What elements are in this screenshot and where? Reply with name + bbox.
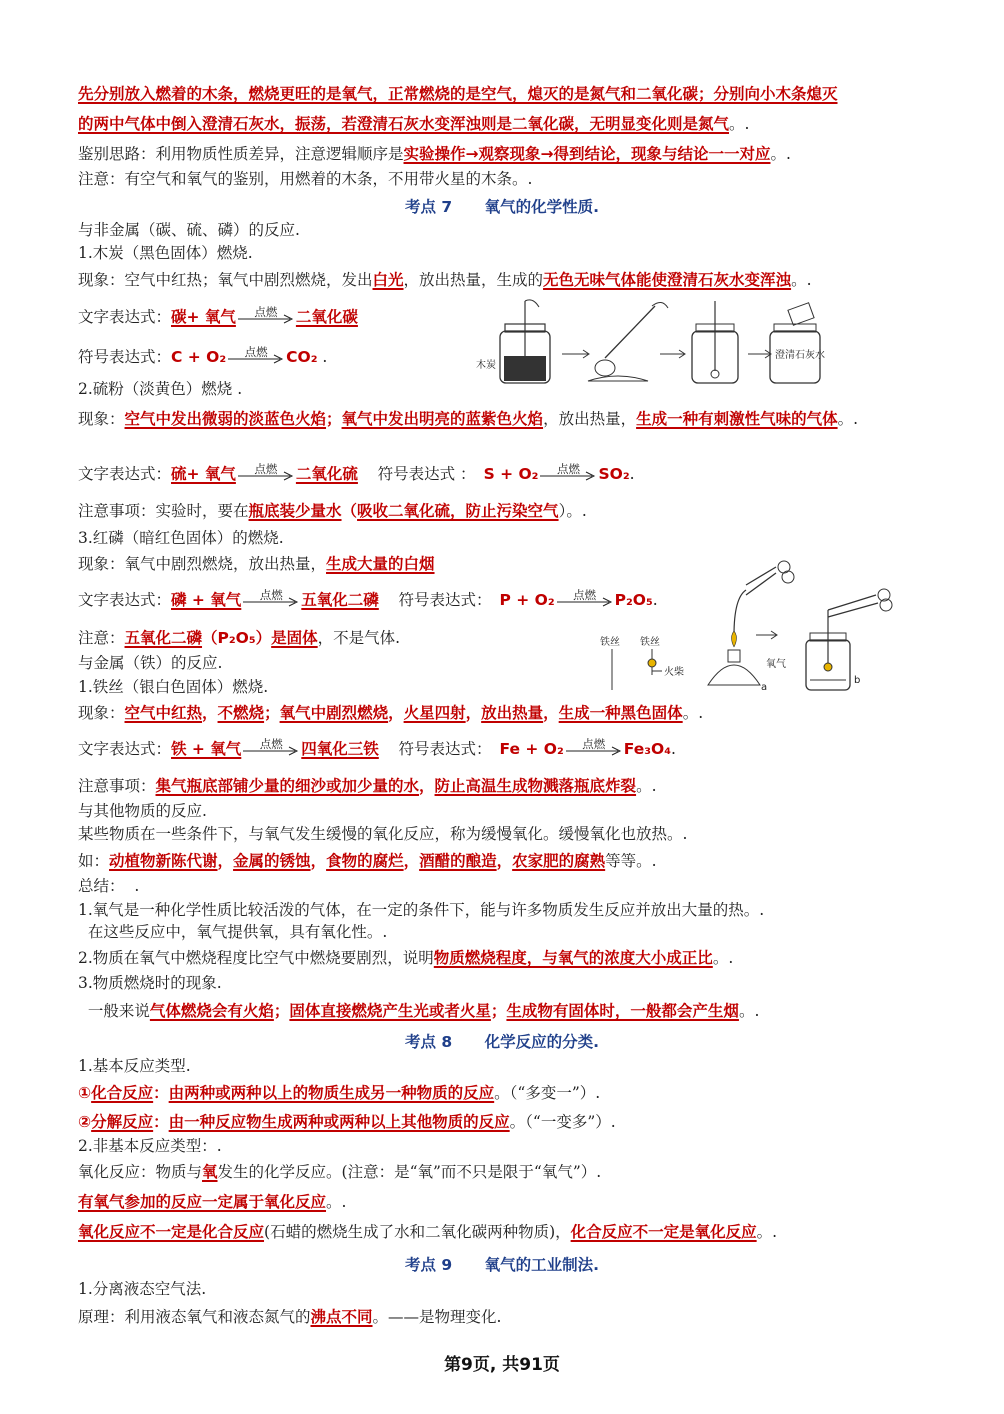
plain-text: 现象：氧气中剧烈燃烧，放出热量， — [78, 555, 327, 573]
plain-text: 注意：有空气和氧气的鉴别，用燃着的木条，不用带火星的木条。. — [78, 170, 533, 188]
plain-text: 。（“一变多”）. — [509, 1113, 616, 1131]
text-line — [78, 1191, 346, 1213]
plain-text: ， — [403, 852, 420, 870]
plain-text: 。（“多变一”）. — [494, 1084, 601, 1102]
highlight-text: 空气中发出微弱的淡蓝色火焰 — [124, 410, 327, 428]
highlight-text: 氧气中发出明亮的蓝紫色火焰 — [341, 410, 544, 428]
text-line — [78, 143, 791, 165]
plain-text: 注意事项：实验时，要在 — [78, 502, 249, 520]
highlight-text: 农家肥的腐熟 — [512, 852, 606, 870]
highlight-text: 由两种或两种以上的物质生成另一种物质的反应 — [168, 1084, 495, 1102]
highlight-text: 不燃烧 — [217, 704, 265, 722]
highlight-text: 的两中气体中倒入澄清石灰水，振荡，若澄清石灰水变浑浊则是二氧化碳，无明显变化则是氮气 — [78, 115, 730, 133]
highlight-text: 无色无味气体能使澄清石灰水变浑浊 — [543, 271, 792, 289]
reaction-arrow: 点燃 — [238, 309, 294, 327]
text-line — [78, 242, 253, 264]
reaction-arrow: 点燃 — [228, 349, 284, 367]
text-line — [78, 1278, 206, 1300]
highlight-text: 五氧化二磷 — [124, 629, 203, 647]
plain-text: 。. — [756, 1223, 778, 1241]
plain-text: ： — [153, 1084, 169, 1102]
highlight-text: 是固体 — [271, 629, 318, 647]
plain-text: (石蜡的燃烧生成了水和二氧化碳两种物质)， — [264, 1223, 571, 1241]
label-oxygen: 氧气 — [766, 659, 786, 670]
text-line — [78, 553, 435, 575]
plain-text: 3.物质燃烧时的现象. — [78, 974, 222, 992]
plain-text: 2.非基本反应类型：. — [78, 1137, 222, 1155]
highlight-text: 氧 — [202, 1163, 218, 1181]
plain-text: ，放出热量，生成的 — [403, 271, 544, 289]
highlight-text: 防止高温生成物溅落瓶底炸裂 — [434, 777, 637, 795]
plain-text: 一般来说 — [78, 1002, 150, 1020]
plain-text: 2.物质在氧气中燃烧程度比空气中燃烧要剧烈，说明 — [78, 949, 434, 967]
reaction-arrow: 点燃 — [243, 741, 299, 759]
plain-text: 等等。. — [605, 852, 657, 870]
plain-text: ， — [388, 704, 404, 722]
label-charcoal: 木炭 — [476, 360, 496, 371]
highlight-text: 化合反应 — [91, 1084, 154, 1102]
equation-phosphorus: 文字表达式：磷 + 氧气 点燃 五氧化二磷 符号表达式： P + O₂ 点燃 P₂O₅. — [78, 587, 658, 609]
highlight-text: 物质燃烧程度，与氧气的浓度大小成正比 — [433, 949, 713, 967]
equation-reactants: 磷 + 氧气 点燃 五氧化二磷 — [171, 587, 379, 609]
reaction-arrow: 点燃 — [238, 466, 294, 484]
label-b: b — [854, 675, 861, 686]
plain-text: 现象： — [78, 704, 125, 722]
highlight-text: S + O₂ — [483, 465, 539, 483]
plain-text: ， — [217, 852, 234, 870]
highlight-text: 放出热量 — [481, 704, 544, 722]
word-equation-carbon — [78, 306, 358, 328]
text-line — [78, 775, 657, 797]
plain-text: 氧化反应：物质与 — [78, 1163, 203, 1181]
plain-text: 总结： . — [78, 877, 140, 895]
highlight-text: 生成大量的白烟 — [326, 555, 435, 573]
reaction-arrow: 点燃 — [243, 592, 299, 610]
plain-text: 。——是物理变化. — [372, 1308, 502, 1326]
highlight-text: 氧化反应不一定是化合反应 — [78, 1223, 265, 1241]
plain-text: ； — [490, 1002, 507, 1020]
plain-text: 文字表达式： — [78, 740, 172, 758]
text-line — [78, 875, 139, 897]
text-line — [78, 676, 268, 698]
highlight-text: P + O₂ — [499, 591, 555, 609]
plain-text: 符号表达式： — [378, 740, 492, 758]
text-line — [78, 627, 400, 649]
highlight-text: 化合反应不一定是氧化反应 — [570, 1223, 757, 1241]
label-iron-wire-2: 铁丝 — [640, 637, 660, 648]
plain-text: 。. — [837, 410, 859, 428]
plain-text: 符号表达式： — [78, 348, 172, 366]
text-line — [78, 947, 733, 969]
plain-text: 。. — [738, 1002, 760, 1020]
highlight-text: （P₂O₅） — [202, 629, 272, 647]
text-line — [78, 850, 657, 872]
plain-text: 符号表达式 ： — [357, 465, 476, 483]
plain-text: 注意： — [78, 629, 125, 647]
plain-text: 原理：利用液态氧气和液态氮气的 — [78, 1308, 311, 1326]
equation-sulfur: 文字表达式：硫+ 氧气 点燃 二氧化硫 符号表达式 ： S + O₂ 点燃 SO₂. — [78, 461, 635, 483]
text-line — [78, 702, 703, 724]
highlight-text: 金属的锈蚀 — [233, 852, 311, 870]
plain-text: 与其他物质的反应. — [78, 802, 207, 820]
reaction-arrow: 点燃 — [540, 466, 596, 484]
plain-text: 1.氧气是一种化学性质比较活泼的气体，在一定的条件下，能与许多物质发生反应并放出大量的热。. — [78, 901, 765, 919]
highlight-text: 生成一种黑色固体 — [558, 704, 683, 722]
highlight-text: C + O₂ — [171, 348, 227, 366]
text-line — [78, 652, 222, 674]
plain-text: 与金属（铁）的反应. — [78, 654, 223, 672]
plain-text: 1.铁丝（银白色固体）燃烧. — [78, 678, 269, 696]
text-line — [78, 972, 222, 994]
plain-text: 。. — [326, 1193, 347, 1211]
highlight-text: 沸点不同 — [310, 1308, 373, 1326]
plain-text: ， — [202, 704, 218, 722]
text-line — [78, 1135, 222, 1157]
plain-text: ； — [264, 704, 280, 722]
plain-text: 在这些反应中，氧气提供氧，具有氧化性。. — [78, 923, 388, 941]
text-line — [78, 83, 838, 105]
highlight-text: CO₂ — [286, 348, 318, 366]
text-line — [78, 1055, 191, 1077]
highlight-text: 集气瓶底部铺少量的细沙或加少量的水 — [155, 777, 420, 795]
text-line — [78, 378, 242, 400]
plain-text: ： — [153, 1113, 169, 1131]
plain-text: 如： — [78, 852, 110, 870]
plain-text: 。. — [729, 115, 750, 133]
plain-text: ， — [465, 704, 482, 722]
text-line — [78, 269, 812, 291]
highlight-text: Fe + O₂ — [499, 740, 564, 758]
equation-iron: 文字表达式：铁 + 氧气 点燃 四氧化三铁 符号表达式： Fe + O₂ 点燃 Fe₃O₄. — [78, 736, 676, 758]
text-line — [78, 800, 207, 822]
plain-text: 文字表达式： — [78, 591, 172, 609]
text-line — [78, 527, 284, 549]
plain-text: 注意事项： — [78, 777, 156, 795]
text-line — [78, 1082, 600, 1104]
highlight-text: 先分别放入燃着的木条，燃烧更旺的是氧气，正常燃烧的是空气，熄灭的是氮气和二氧化碳；分别向小木条熄灭 — [78, 85, 838, 103]
plain-text: 1.基本反应类型. — [78, 1057, 191, 1075]
highlight-text: 生成物有固体时，一般都会产生烟 — [506, 1002, 739, 1020]
highlight-text: 酒醋的酿造 — [419, 852, 497, 870]
text-line — [78, 1111, 616, 1133]
plain-text: 某些物质在一些条件下，与氧气发生缓慢的氧化反应，称为缓慢氧化。缓慢氧化也放热。. — [78, 825, 688, 843]
reaction-arrow: 点燃 — [557, 592, 613, 610]
plain-text: ； — [326, 410, 342, 428]
plain-text: 3.红磷（暗红色固体）的燃烧. — [78, 529, 284, 547]
label-iron-wire-1: 铁丝 — [600, 637, 620, 648]
plain-text: （ — [341, 502, 358, 520]
plain-text: ，不是气体. — [317, 629, 401, 647]
plain-text: ，放出热量， — [543, 410, 637, 428]
plain-text: ； — [273, 1002, 290, 1020]
text-line — [78, 1306, 501, 1328]
plain-text: ② — [78, 1113, 92, 1131]
highlight-text: 固体直接燃烧产生光或者火星 — [289, 1002, 491, 1020]
plain-text: 文字表达式： — [78, 465, 172, 483]
text-line — [78, 219, 300, 241]
equation-reactants: 铁 + 氧气 点燃 四氧化三铁 — [171, 736, 379, 758]
plain-text: 鉴别思路：利用物质性质差异，注意逻辑顺序是 — [78, 145, 404, 163]
plain-text: 文字表达式： — [78, 308, 172, 326]
text-line — [78, 1000, 759, 1022]
text-line — [78, 899, 764, 921]
plain-text: 。. — [636, 777, 657, 795]
page-number: 第9页, 共91页 — [444, 1355, 560, 1375]
highlight-text: 有氧气参加的反应一定属于氧化反应 — [78, 1193, 327, 1211]
highlight-text: 氧气中剧烈燃烧 — [279, 704, 389, 722]
equation-reactants: 碳+ 氧气 点燃 二氧化碳 — [171, 304, 358, 326]
highlight-text: 分解反应 — [91, 1113, 154, 1131]
plain-text: ）。. — [558, 502, 587, 520]
text-line — [78, 408, 858, 430]
plain-text: 现象： — [78, 410, 125, 428]
highlight-text: 空气中红热 — [124, 704, 203, 722]
highlight-text: SO₂ — [598, 465, 630, 483]
plain-text: 1.木炭（黑色固体）燃烧. — [78, 244, 253, 262]
equation-reactants: 硫+ 氧气 点燃 二氧化硫 — [171, 461, 358, 483]
highlight-text: 生成一种有刺激性气味的气体 — [636, 410, 838, 428]
plain-text: ① — [78, 1084, 92, 1102]
highlight-text: 食物的腐烂 — [326, 852, 404, 870]
section-heading-7: 考点 7 氧气的化学性质. — [405, 198, 599, 216]
plain-text: 2.硫粉（淡黄色）燃烧 . — [78, 380, 243, 398]
highlight-text: 白光 — [372, 271, 404, 289]
plain-text: ， — [496, 852, 513, 870]
plain-text: 。. — [770, 145, 791, 163]
highlight-text: 动植物新陈代谢 — [109, 852, 218, 870]
iron-wire-experiment-figure — [596, 555, 896, 695]
plain-text: 与非金属（碳、硫、磷）的反应. — [78, 221, 300, 239]
highlight-text: 瓶底装少量水 — [248, 502, 342, 520]
label-limewater: 澄清石灰水 — [775, 350, 825, 361]
highlight-text: 火星四射 — [403, 704, 466, 722]
plain-text: ， — [419, 777, 435, 795]
section-heading-8: 考点 8 化学反应的分类. — [405, 1033, 599, 1051]
text-line — [78, 823, 687, 845]
plain-text: 。. — [712, 949, 734, 967]
label-match: 火柴 — [664, 667, 684, 678]
text-line — [78, 168, 532, 190]
highlight-text: 由一种反应物生成两种或两种以上其他物质的反应 — [168, 1113, 510, 1131]
plain-text: 1.分离液态空气法. — [78, 1280, 207, 1298]
highlight-text: P₂O₅ — [614, 591, 653, 609]
plain-text: ， — [310, 852, 327, 870]
plain-text: ， — [543, 704, 559, 722]
plain-text: 符号表达式： — [378, 591, 492, 609]
charcoal-experiment-figure — [470, 296, 860, 392]
highlight-text: Fe₃O₄ — [623, 740, 671, 758]
text-line — [78, 1221, 777, 1243]
text-line — [78, 500, 587, 522]
label-a: a — [761, 682, 768, 693]
highlight-text: 吸收二氧化硫，防止污染空气 — [357, 502, 559, 520]
plain-text: 。. — [791, 271, 812, 289]
plain-text: 发生的化学反应。(注意：是“氧”而不只是限于“氧气”）. — [217, 1163, 602, 1181]
plain-text: 。. — [682, 704, 704, 722]
reaction-arrow: 点燃 — [566, 741, 622, 759]
text-line — [78, 1161, 601, 1183]
text-line — [78, 921, 387, 943]
highlight-text: 实验操作→观察现象→得到结论，现象与结论一一对应 — [403, 145, 771, 163]
text-line — [78, 113, 749, 135]
highlight-text: 气体燃烧会有火焰 — [149, 1002, 274, 1020]
section-heading-9: 考点 9 氧气的工业制法. — [405, 1256, 599, 1274]
plain-text: 现象：空气中红热；氧气中剧烈燃烧，发出 — [78, 271, 373, 289]
symbol-equation-carbon: 符号表达式：C + O₂ 点燃 CO₂ . — [78, 345, 328, 366]
